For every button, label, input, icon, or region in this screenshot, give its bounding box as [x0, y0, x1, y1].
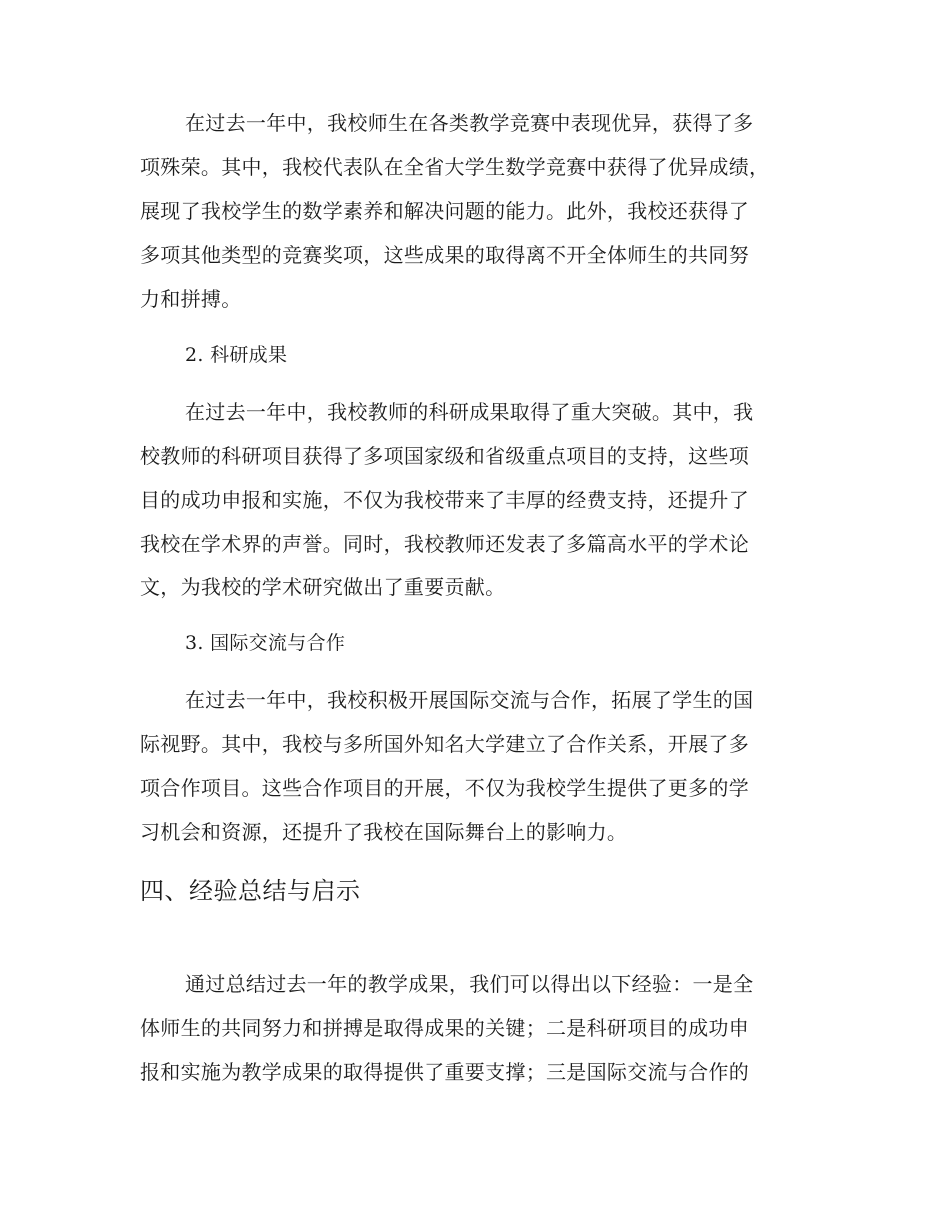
- section-title-international: 3. 国际交流与合作: [185, 632, 346, 654]
- paragraph-line: 目的成功申报和实施，不仅为我校带来了丰厚的经费支持，还提升了: [140, 488, 749, 512]
- paragraph-line: 项合作项目。这些合作项目的开展，不仅为我校学生提供了更多的学: [140, 776, 749, 800]
- paragraph-line: 文，为我校的学术研究做出了重要贡献。: [140, 575, 506, 599]
- paragraph-line: 在过去一年中，我校师生在各类教学竞赛中表现优异，获得了多: [185, 111, 754, 135]
- paragraph-line: 在过去一年中，我校积极开展国际交流与合作，拓展了学生的国: [185, 688, 754, 712]
- paragraph-line: 校教师的科研项目获得了多项国家级和省级重点项目的支持，这些项: [140, 444, 749, 468]
- paragraph-line: 习机会和资源，还提升了我校在国际舞台上的影响力。: [140, 820, 628, 844]
- paragraph-line: 通过总结过去一年的教学成果，我们可以得出以下经验：一是全: [185, 972, 754, 996]
- paragraph-line: 项殊荣。其中，我校代表队在全省大学生数学竞赛中获得了优异成绩，: [140, 155, 770, 179]
- paragraph-line: 在过去一年中，我校教师的科研成果取得了重大突破。其中，我: [185, 400, 754, 424]
- paragraph-line: 多项其他类型的竞赛奖项，这些成果的取得离不开全体师生的共同努: [140, 243, 749, 267]
- paragraph-line: 我校在学术界的声誉。同时，我校教师还发表了多篇高水平的学术论: [140, 532, 749, 556]
- paragraph-line: 体师生的共同努力和拼搏是取得成果的关键；二是科研项目的成功申: [140, 1016, 749, 1040]
- paragraph-line: 展现了我校学生的数学素养和解决问题的能力。此外，我校还获得了: [140, 199, 749, 223]
- paragraph-line: 际视野。其中，我校与多所国外知名大学建立了合作关系，开展了多: [140, 732, 749, 756]
- section-title-research: 2. 科研成果: [185, 344, 288, 366]
- chapter-heading: 四、经验总结与启示: [140, 877, 361, 905]
- paragraph-line: 力和拼搏。: [140, 287, 242, 311]
- paragraph-line: 报和实施为教学成果的取得提供了重要支撑；三是国际交流与合作的: [140, 1060, 749, 1084]
